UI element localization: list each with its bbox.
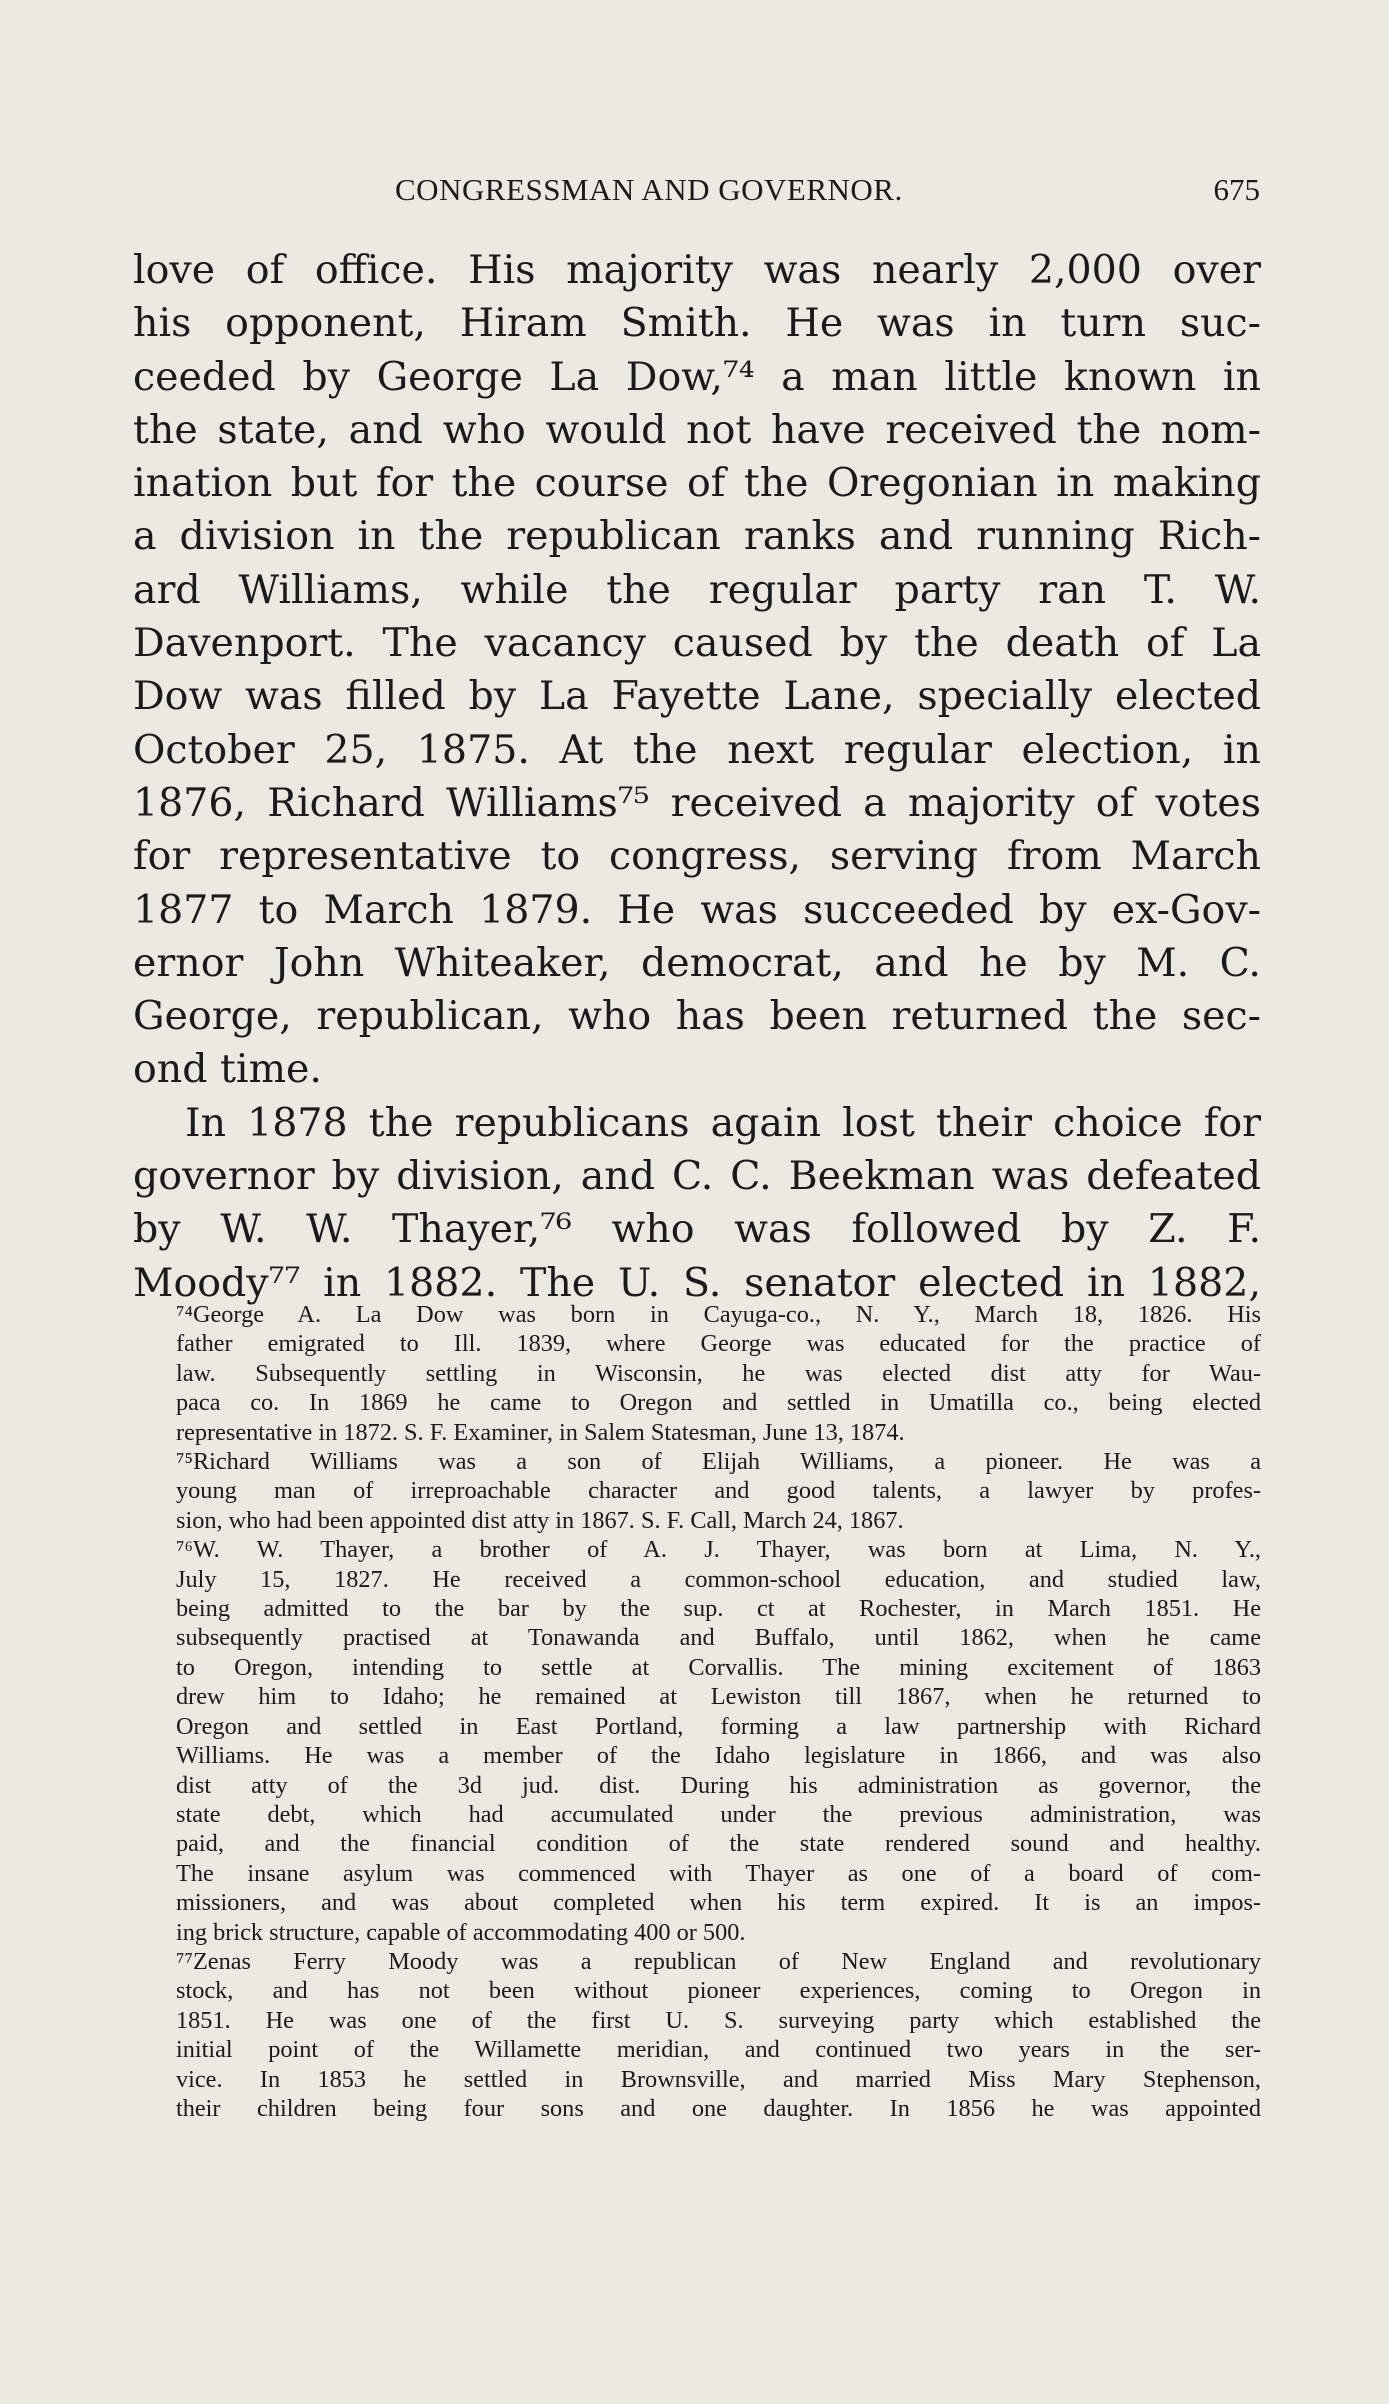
footnote-line: 1851. He was one of the first U. S. surveying party which established the [176,2006,1261,2034]
footnotes [176,1300,1261,2123]
footnote-line: July 15, 1827. He received a common-school education, and studied law, [176,1565,1261,1593]
body-line: October 25, 1875. At the next regular election, in [133,726,1261,773]
footnote-line: their children being four sons and one daughter. In 1856 he was appointed [176,2094,1261,2122]
body-line: 1876, Richard Williams⁷⁵ received a majority of votes [133,779,1261,826]
body-line: governor by division, and C. C. Beekman was defeated [133,1153,1261,1200]
body-line: In 1878 the republicans again lost their choice for [185,1099,1261,1146]
body-line: ination but for the course of the Oregonian in making [133,460,1261,507]
page-number: 675 [1213,172,1260,207]
running-head [130,172,1260,212]
body-line: by W. W. Thayer,⁷⁶ who was followed by Z. F. [133,1206,1261,1253]
footnote-line: stock, and has not been without pioneer experiences, coming to Oregon in [176,1977,1261,2005]
footnote-line: to Oregon, intending to settle at Corvallis. The mining excitement of 1863 [176,1653,1261,1681]
body-line: Davenport. The vacancy caused by the death of La [133,620,1261,667]
body-line: 1877 to March 1879. He was succeeded by ex-Gov- [133,886,1261,933]
footnote-line: young man of irreproachable character and good talents, a lawyer by profes- [176,1477,1261,1505]
body-line: his opponent, Hiram Smith. He was in turn suc- [133,300,1261,347]
footnote-line: state debt, which had accumulated under the previous administration, was [176,1800,1261,1828]
footnote-line: The insane asylum was commenced with Thayer as one of a board of com- [176,1859,1261,1887]
footnote-line: ⁷⁷Zenas Ferry Moody was a republican of New England and revolutionary [176,1947,1261,1975]
footnote-line: sion, who had been appointed dist atty in 1867. S. F. Call, March 24, 1867. [176,1506,904,1534]
footnote-line: paid, and the financial condition of the state rendered sound and healthy. [176,1830,1261,1858]
body-line: the state, and who would not have received the nom- [133,406,1261,453]
body-line: ard Williams, while the regular party ran T. W. [133,566,1261,613]
body-line: a division in the republican ranks and running Rich- [133,513,1261,560]
footnote-line: Williams. He was a member of the Idaho legislature in 1866, and was also [176,1742,1261,1770]
footnote-line: father emigrated to Ill. 1839, where George was educated for the practice of [176,1330,1261,1358]
footnote-line: ing brick structure, capable of accommodating 400 or 500. [176,1918,746,1946]
body-line: George, republican, who has been returned the sec- [133,993,1261,1040]
running-title: CONGRESSMAN AND GOVERNOR. [395,172,903,207]
footnote-line: ⁷⁴George A. La Dow was born in Cayuga-co., N. Y., March 18, 1826. His [176,1301,1261,1328]
footnote-line: subsequently practised at Tonawanda and Buffalo, until 1862, when he came [176,1624,1261,1652]
body-line: Dow was filled by La Fayette Lane, specially elected [133,673,1261,720]
footnote-line: Oregon and settled in East Portland, forming a law partnership with Richard [176,1712,1261,1740]
body-line: love of office. His majority was nearly 2,000 over [133,247,1261,293]
body-line: ernor John Whiteaker, democrat, and he by M. C. [133,939,1261,986]
footnote-line: paca co. In 1869 he came to Oregon and settled in Umatilla co., being elected [176,1389,1261,1417]
body-text [133,244,1261,1310]
footnote-line: ⁷⁵Richard Williams was a son of Elijah Williams, a pioneer. He was a [176,1448,1261,1476]
footnote-line: ⁷⁶W. W. Thayer, a brother of A. J. Thayer, was born at Lima, N. Y., [176,1536,1261,1564]
footnote-line: missioners, and was about completed when his term expired. It is an impos- [176,1889,1261,1917]
body-line: ond time. [133,1046,322,1093]
footnote-line: representative in 1872. S. F. Examiner, in Salem Statesman, June 13, 1874. [176,1418,905,1446]
footnote-line: dist atty of the 3d jud. dist. During his administration as governor, the [176,1771,1261,1799]
footnote-line: law. Subsequently settling in Wisconsin, he was elected dist atty for Wau- [176,1359,1261,1387]
body-line: ceeded by George La Dow,⁷⁴ a man little known in [133,353,1261,400]
body-line: Moody⁷⁷ in 1882. The U. S. senator elected in 1882, [133,1259,1261,1306]
footnote-line: being admitted to the bar by the sup. ct at Rochester, in March 1851. He [176,1595,1261,1623]
footnote-line: drew him to Idaho; he remained at Lewiston till 1867, when he returned to [176,1683,1261,1711]
footnote-line: vice. In 1853 he settled in Brownsville, and married Miss Mary Stephenson, [176,2065,1261,2093]
body-line: for representative to congress, serving from March [133,833,1261,880]
footnote-line: initial point of the Willamette meridian, and continued two years in the ser- [176,2036,1261,2064]
